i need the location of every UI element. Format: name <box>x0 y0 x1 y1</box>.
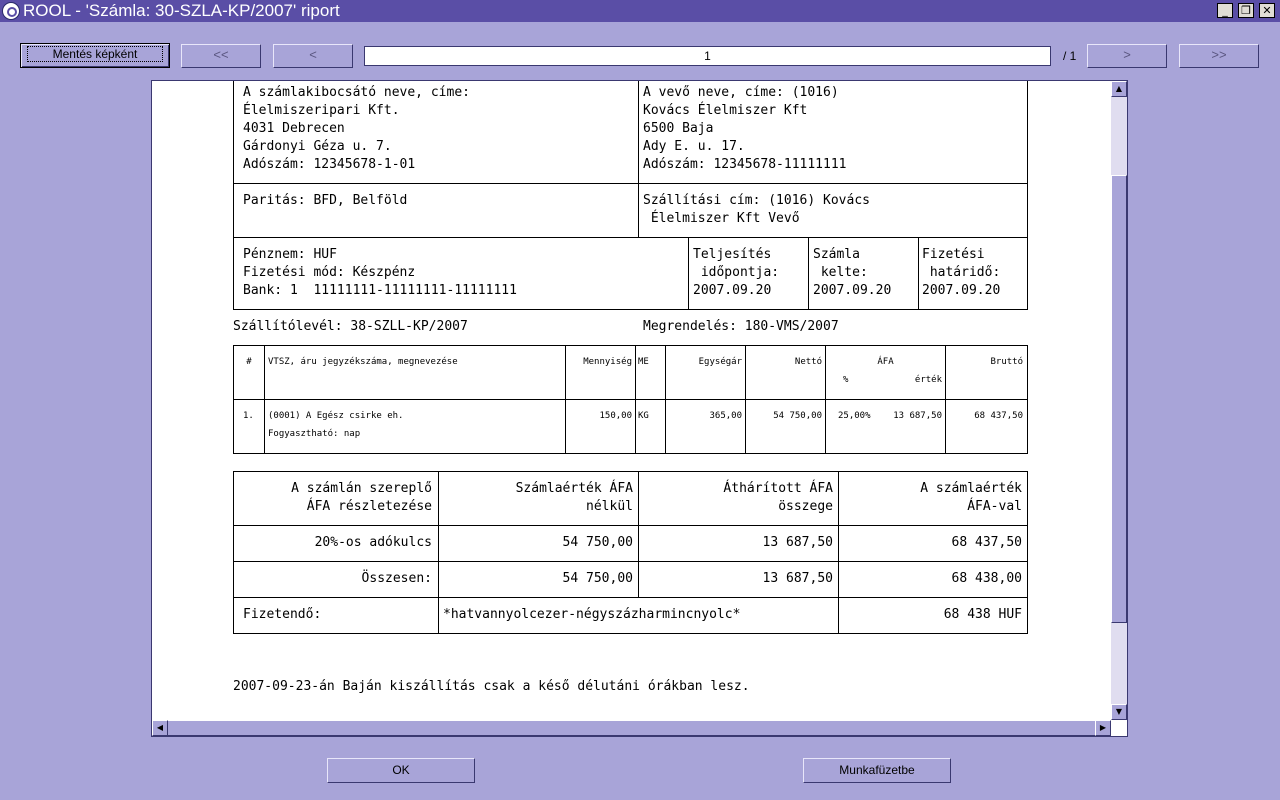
fulfilment-label-2: időpontja: <box>693 265 780 280</box>
buyer-heading: A vevő neve, címe: (1016) <box>643 85 839 100</box>
due-date: 2007.09.20 <box>922 283 1001 298</box>
save-as-image-label: Mentés képként <box>27 46 164 62</box>
due-date-label-2: határidő: <box>922 265 1001 280</box>
vat-summary-col4-line1: A számlaérték <box>920 481 1022 496</box>
items-col-vat-percent: % <box>843 375 849 385</box>
scroll-down-arrow-icon[interactable]: ▼ <box>1111 704 1127 720</box>
invoice-date-label: Számla <box>813 247 860 262</box>
vat-rate-label: 20%-os adókulcs <box>314 535 432 550</box>
payment-method: Fizetési mód: Készpénz <box>243 265 416 280</box>
total-net: 54 750,00 <box>562 571 633 586</box>
issuer-heading: A számlakibocsátó neve, címe: <box>243 85 470 100</box>
item-row-vat-percent: 25,00% <box>838 411 871 421</box>
items-col-unit: ME <box>638 357 649 367</box>
order-reference: Megrendelés: 180-VMS/2007 <box>643 319 839 334</box>
scroll-up-arrow-icon[interactable]: ▲ <box>1111 81 1127 97</box>
shipping-address-line2: Élelmiszer Kft Vevő <box>643 211 800 226</box>
vat-summary-col3-line2: összege <box>778 499 833 514</box>
fulfilment-label: Teljesítés <box>693 247 772 262</box>
shipping-address-line1: Szállítási cím: (1016) Kovács <box>643 193 870 208</box>
item-row-shelf-life: Fogyasztható: nap <box>268 429 361 439</box>
item-row-gross: 68 437,50 <box>974 411 1023 421</box>
scroll-left-arrow-icon[interactable]: ◀ <box>152 720 168 736</box>
item-row-unit: KG <box>638 411 649 421</box>
item-row-unit-price: 365,00 <box>709 411 742 421</box>
payable-in-words: *hatvannyolcezer-négyszázharmincnyolc* <box>443 607 741 622</box>
vat-summary-col2-line2: nélkül <box>586 499 633 514</box>
items-col-net: Nettó <box>794 357 822 367</box>
item-row-quantity: 150,00 <box>599 411 632 421</box>
issuer-tax-number: Adószám: 12345678-1-01 <box>243 157 416 172</box>
parity: Paritás: BFD, Belföld <box>243 193 408 208</box>
minimize-button[interactable]: _ <box>1217 3 1233 18</box>
buyer-tax-number: Adószám: 12345678-11111111 <box>643 157 847 172</box>
items-col-vat: ÁFA <box>877 357 894 367</box>
close-button[interactable]: ✕ <box>1259 3 1275 18</box>
total-vat: 13 687,50 <box>762 571 833 586</box>
vat-summary-col1-line2: ÁFA részletezése <box>306 499 432 514</box>
report-page <box>151 80 1128 737</box>
vat-rate-vat: 13 687,50 <box>762 535 833 550</box>
due-date-label: Fizetési <box>922 247 985 262</box>
items-col-gross: Bruttó <box>990 357 1023 367</box>
buyer-city: 6500 Baja <box>643 121 714 136</box>
vat-rate-net: 54 750,00 <box>562 535 633 550</box>
currency: Pénznem: HUF <box>243 247 337 262</box>
total-label: Összesen: <box>361 571 432 586</box>
horizontal-scrollbar[interactable] <box>152 720 1111 736</box>
ok-button[interactable]: OK <box>327 758 475 783</box>
vertical-scroll-thumb[interactable] <box>1111 175 1127 623</box>
restore-button[interactable]: ❐ <box>1238 3 1254 18</box>
items-col-no: # <box>246 357 252 367</box>
item-row-net: 54 750,00 <box>773 411 822 421</box>
bank-account: Bank: 1 11111111-11111111-11111111 <box>243 283 517 298</box>
vat-summary-col3-line1: Áthárított ÁFA <box>723 481 833 496</box>
item-row-name: (0001) A Egész csirke eh. <box>268 411 404 421</box>
vat-rate-gross: 68 437,50 <box>951 535 1022 550</box>
buyer-name: Kovács Élelmiszer Kft <box>643 103 808 118</box>
issuer-city: 4031 Debrecen <box>243 121 345 136</box>
vertical-scrollbar[interactable] <box>1111 81 1127 720</box>
title-bar <box>0 0 1280 22</box>
vat-summary-col1-line1: A számlán szereplő <box>291 481 432 496</box>
scroll-right-arrow-icon[interactable]: ▶ <box>1095 720 1111 736</box>
payable-amount: 68 438 HUF <box>943 607 1022 622</box>
delivery-note: Szállítólevél: 38-SZLL-KP/2007 <box>233 319 468 334</box>
vat-summary-col2-line1: Számlaérték ÁFA <box>515 481 633 496</box>
invoice-date-label-2: kelte: <box>813 265 868 280</box>
app-icon <box>2 2 20 20</box>
vat-summary-col4-line2: ÁFA-val <box>967 499 1022 514</box>
save-as-image-button[interactable] <box>20 43 170 68</box>
buyer-street: Ady E. u. 17. <box>643 139 745 154</box>
items-col-item: VTSZ, áru jegyzékszáma, megnevezése <box>268 357 458 367</box>
export-to-workbook-button[interactable]: Munkafüzetbe <box>803 758 951 783</box>
next-page-button[interactable]: > <box>1087 44 1167 68</box>
horizontal-scroll-thumb[interactable] <box>168 720 1095 736</box>
issuer-name: Élelmiszeripari Kft. <box>243 103 400 118</box>
delivery-remark: 2007-09-23-án Baján kiszállítás csak a késő délutáni órákban lesz. <box>233 679 750 694</box>
report-viewer <box>151 80 1128 737</box>
items-col-unit-price: Egységár <box>698 357 742 367</box>
items-col-vat-value: érték <box>914 375 942 385</box>
fulfilment-date: 2007.09.20 <box>693 283 772 298</box>
total-gross: 68 438,00 <box>951 571 1022 586</box>
page-total: / 1 <box>1063 49 1077 63</box>
invoice-date: 2007.09.20 <box>813 283 892 298</box>
first-page-button[interactable]: << <box>181 44 261 68</box>
last-page-button[interactable]: >> <box>1179 44 1259 68</box>
item-row-vat-value: 13 687,50 <box>893 411 942 421</box>
payable-label: Fizetendő: <box>243 607 322 622</box>
window-title: ROOL - 'Számla: 30-SZLA-KP/2007' riport <box>23 1 340 20</box>
page-number-input[interactable]: 1 <box>364 46 1051 66</box>
item-row-number: 1. <box>243 411 254 421</box>
issuer-street: Gárdonyi Géza u. 7. <box>243 139 392 154</box>
items-col-quantity: Mennyiség <box>583 357 632 367</box>
prev-page-button[interactable]: < <box>273 44 353 68</box>
